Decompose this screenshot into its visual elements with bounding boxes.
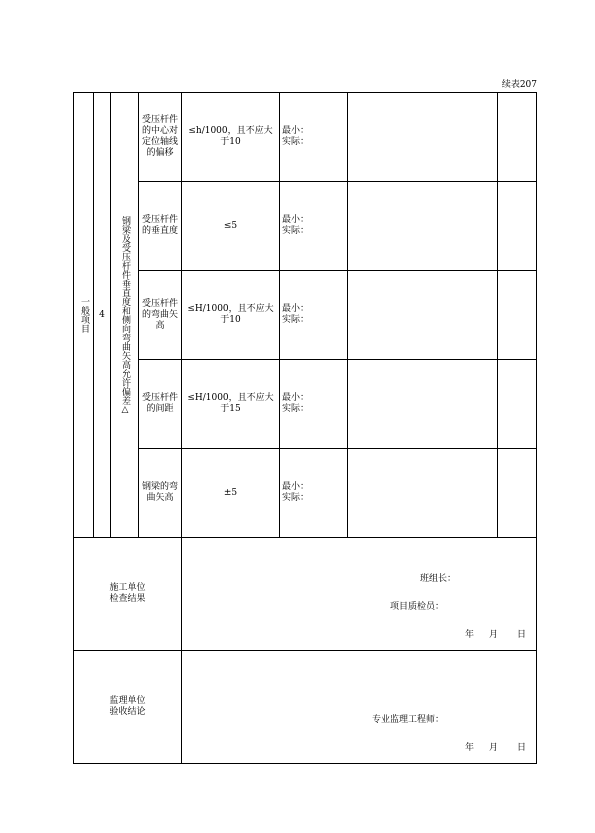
standard-cell xyxy=(182,93,280,182)
table-row xyxy=(74,449,537,538)
min-label: 最小： xyxy=(282,126,310,136)
measure-cell xyxy=(139,93,182,182)
standard-cell xyxy=(182,182,280,271)
result-cell[interactable] xyxy=(498,271,537,360)
year-label: 年 xyxy=(464,630,474,640)
standard-cell xyxy=(182,271,280,360)
measure-label: 受压杆件的垂直度 xyxy=(141,215,178,236)
measure-label: 钢梁的弯曲矢高 xyxy=(141,482,178,503)
continuation-label: 续表207 xyxy=(501,80,537,90)
actual-label: 实际： xyxy=(282,493,310,503)
year-label: 年 xyxy=(464,743,474,753)
result-cell[interactable] xyxy=(498,449,537,538)
inspector-label: 项目质检员： xyxy=(389,602,444,612)
table-row xyxy=(74,271,537,360)
actual-label: 实际： xyxy=(282,226,310,236)
check-cell xyxy=(280,182,348,271)
category-cell xyxy=(74,93,94,538)
item-name: 钢梁及受压杆件垂直度和侧向弯曲矢高允许偏差△ xyxy=(120,215,130,415)
day-label: 日 xyxy=(516,630,526,640)
result-cell[interactable] xyxy=(498,182,537,271)
min-label: 最小： xyxy=(282,482,310,492)
record-cell[interactable] xyxy=(348,360,498,449)
min-label: 最小： xyxy=(282,215,310,225)
supervision-label: 监理单位验收结论 xyxy=(109,696,146,717)
measure-label: 受压杆件的间距 xyxy=(141,393,178,414)
standard-value: ±5 xyxy=(223,487,238,498)
min-label: 最小： xyxy=(282,393,310,403)
month-label: 月 xyxy=(488,743,498,753)
measure-label: 受压杆件的中心对定位轴线的偏移 xyxy=(141,115,178,158)
construction-label-cell xyxy=(74,538,182,651)
record-cell[interactable] xyxy=(348,271,498,360)
inspection-table xyxy=(73,92,537,764)
actual-label: 实际： xyxy=(282,315,310,325)
construction-row xyxy=(74,538,537,651)
actual-label: 实际： xyxy=(282,404,310,414)
standard-cell xyxy=(182,449,280,538)
measure-label: 受压杆件的弯曲矢高 xyxy=(141,298,178,331)
measure-cell xyxy=(139,449,182,538)
actual-label: 实际： xyxy=(282,137,310,147)
check-cell xyxy=(280,449,348,538)
table-row xyxy=(74,360,537,449)
category-label: 一般项目 xyxy=(79,297,89,333)
table-row xyxy=(74,93,537,182)
item-number-cell xyxy=(94,93,111,538)
supervision-row xyxy=(74,651,537,764)
check-cell xyxy=(280,271,348,360)
standard-value: ≤5 xyxy=(223,220,238,231)
item-number: 4 xyxy=(99,309,105,320)
supervision-signature-cell[interactable] xyxy=(182,651,537,764)
construction-signature-cell[interactable] xyxy=(182,538,537,651)
supervision-label-cell xyxy=(74,651,182,764)
day-label: 日 xyxy=(516,743,526,753)
engineer-label: 专业监理工程师： xyxy=(371,715,444,725)
measure-cell xyxy=(139,271,182,360)
table-row xyxy=(74,182,537,271)
team-leader-label: 班组长： xyxy=(419,574,456,584)
item-name-cell xyxy=(111,93,139,538)
result-cell[interactable] xyxy=(498,93,537,182)
record-cell[interactable] xyxy=(348,449,498,538)
standard-cell xyxy=(182,360,280,449)
standard-value: ≤h/1000，且不应大于10 xyxy=(188,126,273,147)
measure-cell xyxy=(139,182,182,271)
record-cell[interactable] xyxy=(348,93,498,182)
min-label: 最小： xyxy=(282,304,310,314)
measure-cell xyxy=(139,360,182,449)
standard-value: ≤H/1000，且不应大于15 xyxy=(187,393,274,414)
standard-value: ≤H/1000，且不应大于10 xyxy=(187,304,274,325)
construction-label: 施工单位检查结果 xyxy=(109,583,146,604)
month-label: 月 xyxy=(488,630,498,640)
result-cell[interactable] xyxy=(498,360,537,449)
check-cell xyxy=(280,360,348,449)
record-cell[interactable] xyxy=(348,182,498,271)
check-cell xyxy=(280,93,348,182)
